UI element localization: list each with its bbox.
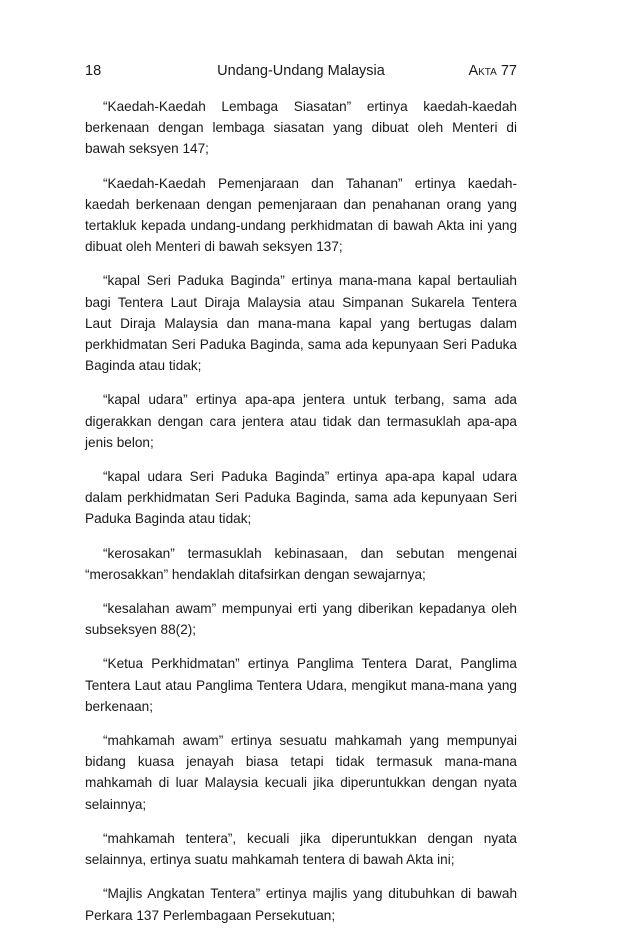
- definition-paragraph: “kapal udara Seri Paduka Baginda” ertinya apa-apa kapal udara dalam perkhidmatan Seri Paduka Baginda, sama ada kepunyaan Seri Paduka Baginda atau tidak;: [85, 469, 517, 527]
- definition-paragraph: “kerosakan” termasuklah kebinasaan, dan sebutan mengenai “merosakkan” hendaklah ditafsirkan dengan sewajarnya;: [85, 545, 517, 582]
- definition-paragraph: “kapal Seri Paduka Baginda” ertinya mana-mana kapal bertauliah bagi Tentera Laut Diraja Malaysia atau Simpanan Sukarela Tentera Laut Diraja Malaysia dan mana-mana kapal yang bertugas dalam perkhidmatan Seri Paduka Baginda, sama ada kepunyaan Seri Paduka Baginda atau tidak;: [85, 273, 517, 374]
- act-label: Akta 77: [468, 63, 517, 79]
- document-page: [85, 60, 517, 939]
- definition-paragraph: “mahkamah awam” ertinya sesuatu mahkamah yang mempunyai bidang kuasa jenayah biasa tetapi tidak termasuk mana-mana mahkamah di luar Malaysia kecuali jika diperuntukkan dengan nyata selainnya;: [85, 733, 517, 812]
- page-header: [85, 60, 517, 82]
- definition-paragraph: “Kaedah-Kaedah Pemenjaraan dan Tahanan” ertinya kaedah-kaedah berkenaan dengan pemenjaraan dan penahanan orang yang tertakluk kepada undang-undang perkhidmatan di bawah Akta ini yang dibuat oleh Menteri di bawah seksyen 137;: [85, 175, 517, 255]
- definition-paragraph: “kesalahan awam” mempunyai erti yang diberikan kepadanya oleh subseksyen 88(2);: [85, 601, 517, 638]
- running-title: Undang-Undang Malaysia: [217, 63, 385, 79]
- document-body: [85, 96, 517, 926]
- definition-paragraph: “Ketua Perkhidmatan” ertinya Panglima Tentera Darat, Panglima Tentera Laut atau Panglima Tentera Udara, mengikut mana-mana yang berkenaan;: [85, 656, 517, 714]
- definition-paragraph: “mahkamah tentera”, kecuali jika diperuntukkan dengan nyata selainnya, ertinya suatu mahkamah tentera di bawah Akta ini;: [85, 830, 517, 868]
- definition-paragraph: “kapal udara” ertinya apa-apa jentera untuk terbang, sama ada digerakkan dengan cara jentera atau tidak dan termasuklah apa-apa jenis belon;: [85, 392, 517, 450]
- page-number: 18: [85, 63, 102, 79]
- definition-paragraph: “Kaedah-Kaedah Lembaga Siasatan” ertinya kaedah-kaedah berkenaan dengan lembaga siasatan yang dibuat oleh Menteri di bawah seksyen 147;: [85, 99, 517, 157]
- definition-paragraph: “Majlis Angkatan Tentera” ertinya majlis yang ditubuhkan di bawah Perkara 137 Perlembagaan Persekutuan;: [85, 886, 517, 923]
